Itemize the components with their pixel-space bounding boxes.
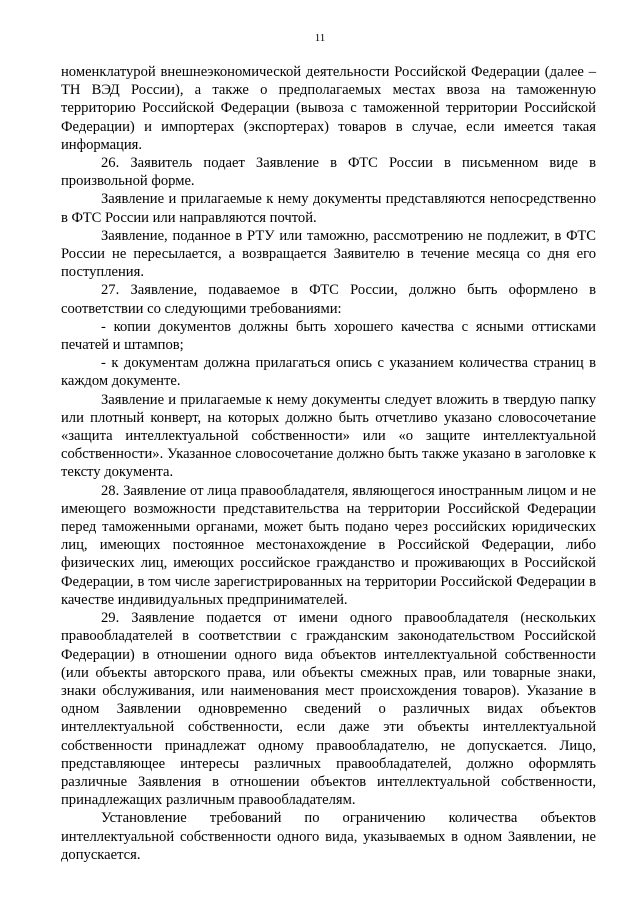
paragraph-continued-nomenclature: номенклатурой внешнеэкономической деятельности Российской Федерации (далее – ТН ВЭД России), а также о предполагаемых местах ввоза на таможенную территорию Российской Федерации (вывоза с таможенной территории Российской Федерации) и импортерах (экспортерах) товаров в случае, если имеется такая информация. [61, 64, 596, 153]
document-body [61, 63, 596, 864]
paragraph-27: 27. Заявление, подаваемое в ФТС России, должно быть оформлено в соответствии со следующими требованиями: [61, 282, 596, 317]
page-number: 11 [314, 32, 326, 44]
list-item-copies-quality: - копии документов должны быть хорошего качества с ясными оттисками печатей и штампов; [61, 318, 596, 354]
paragraph-29: 29. Заявление подается от имени одного правообладателя (нескольких правообладателей в соответствии с гражданским законодательством Российской Федерации) в отношении одного вида объектов интеллектуальной собственности (или объекты авторского права, или объекты смежных прав, или товарные знаки, знаки обслуживания, или наименования мест происхождения товаров). Указание в одном Заявлении одновременно сведений о различных видах объектов интеллектуальной собственности, если даже эти объекты интеллектуальной собственности принадлежат одному правообладателю, не допускается. Лицо, представляющее интересы различных правообладателей, должно оформлять различные Заявления в отношении объектов интеллектуальной собственности, принадлежащих различным правообладателям. [61, 610, 596, 809]
paragraph-26: 26. Заявитель подает Заявление в ФТС России в письменном виде в произвольной форме. [61, 155, 596, 190]
paragraph-documents-submission: Заявление и прилагаемые к нему документы представляются непосредственно в ФТС России или направляются почтой. [61, 191, 596, 226]
paragraph-28: 28. Заявление от лица правообладателя, являющегося иностранным лицом и не имеющего возможности представительства на территории Российской Федерации перед таможенными органами, может быть подано через российских юридических лиц, имеющих постоянное местонахождение в Российской Федерации, либо физических лиц, имеющих российское гражданство и проживающих в Российской Федерации, в том числе зарегистрированных на территории Российской Федерации в качестве индивидуальных предпринимателей. [61, 482, 596, 608]
list-item-inventory: - к документам должна прилагаться опись с указанием количества страниц в каждом документе. [61, 355, 596, 390]
paragraph-folder-envelope: Заявление и прилагаемые к нему документы следует вложить в твердую папку или плотный конверт, на которых должно быть отчетливо указано словосочетание «защита интеллектуальной собственности» или «о защите интеллектуальной собственности». Указанное словосочетание должно быть также указано в заголовке к тексту документа. [61, 391, 596, 481]
paragraph-object-count-limit: Установление требований по ограничению количества объектов интеллектуальной собственности одного вида, указываемых в одном Заявлении, не допускается. [61, 810, 596, 863]
paragraph-return-to-applicant: Заявление, поданное в РТУ или таможню, рассмотрению не подлежит, в ФТС России не пересылается, а возвращается Заявителю в течение месяца со дня его поступления. [61, 227, 596, 281]
